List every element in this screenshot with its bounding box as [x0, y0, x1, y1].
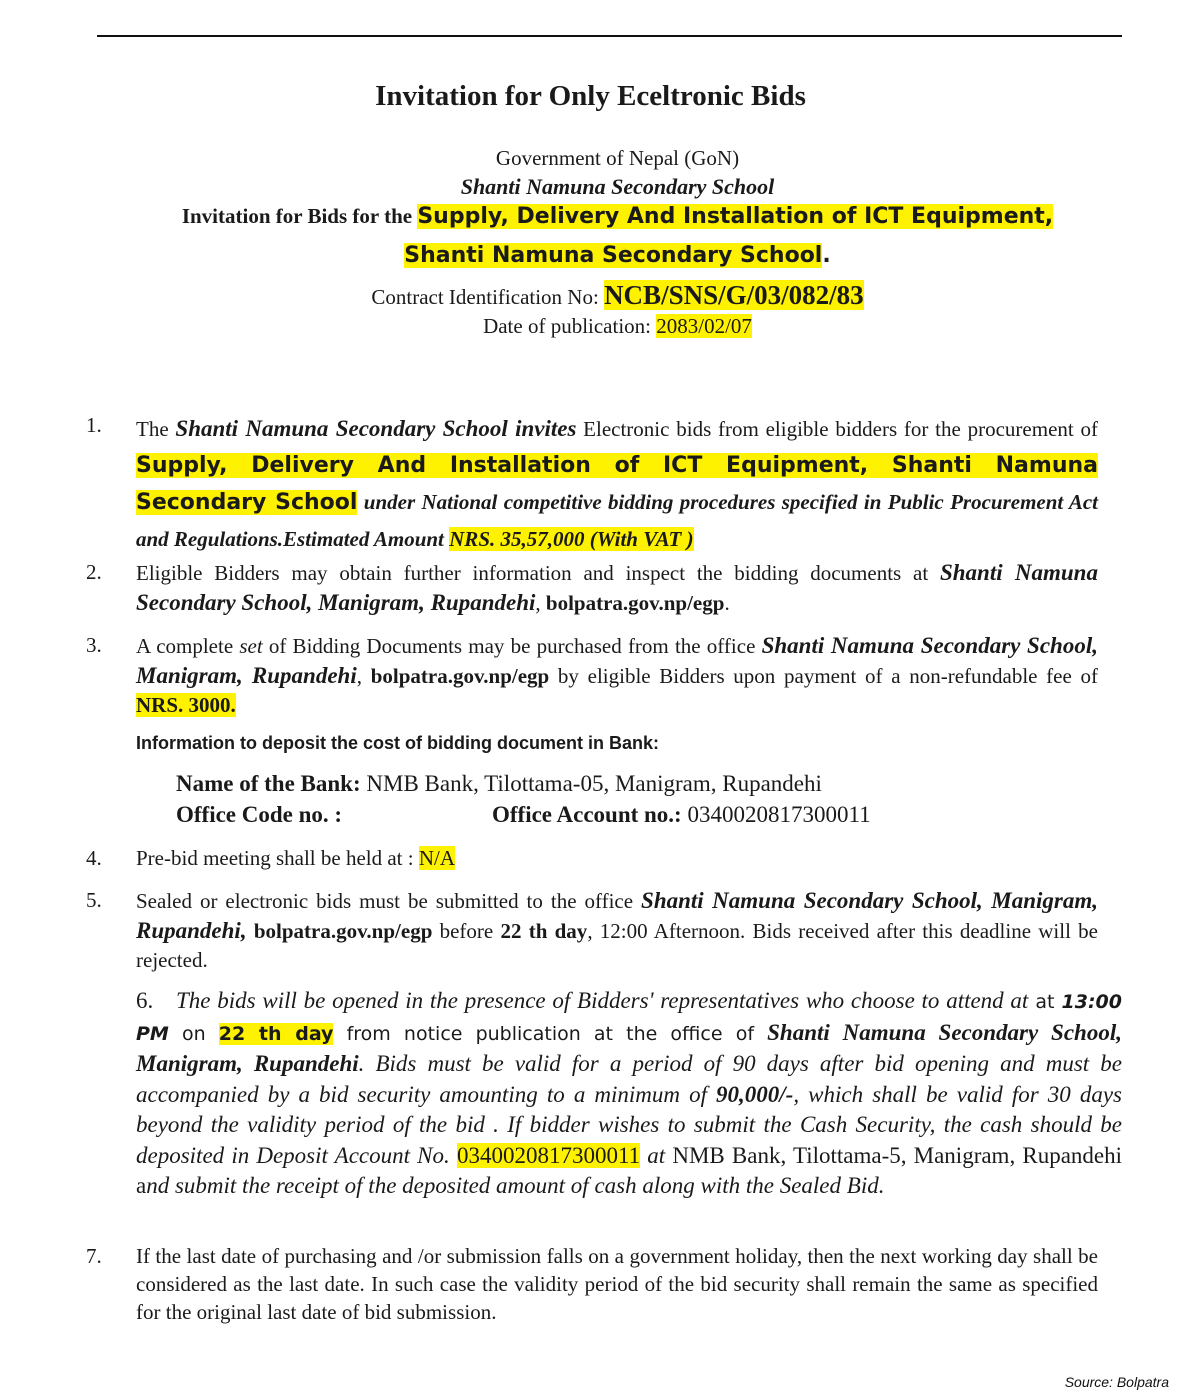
project-name: Supply, Delivery And Installation of ICT Equipment, Shanti Namuna Secondary School [136, 453, 1098, 515]
item-6 [136, 986, 1122, 1202]
text: at [640, 1142, 673, 1168]
text: from notice publication at the office of [333, 1022, 768, 1045]
office-address: Shanti Namuna Secondary School, Manigram, Rupandehi [136, 1019, 1122, 1076]
government-line: Government of Nepal (GoN) [495, 146, 740, 170]
deadline-day: 22 th day [500, 919, 588, 943]
text: , 12:00 Afternoon. Bids received after this deadline will be rejected. [136, 919, 1098, 972]
school-name: Shanti Namuna Secondary School [460, 174, 775, 199]
office-account-label: Office Account no.: [492, 802, 682, 827]
opening-time: 13:00 PM [136, 991, 1122, 1045]
office-account [492, 802, 871, 828]
publication-line [0, 314, 1181, 339]
text: A complete [136, 634, 240, 658]
prebid-value: N/A [418, 846, 456, 870]
item-text [136, 411, 1098, 557]
text: The bids will be opened in the presence of Bidders' representatives who choose to attend at [176, 988, 1029, 1013]
text: before [432, 919, 501, 943]
office-address: Shanti Namuna Secondary School, Manigram, Rupandehi, [136, 888, 1098, 943]
text: nd submit the receipt of the deposited amount of cash along with the Sealed Bid. [146, 1173, 885, 1198]
text: , [535, 591, 546, 615]
bank-name-line [176, 771, 822, 797]
text: . Bids must be valid for a period of 90 days after bid opening and must be accompanied by a bid security amounting to a minimum of [136, 1051, 1122, 1107]
text: Eligible Bidders may obtain further information and inspect the bidding documents at [136, 561, 940, 585]
item-number: 3. [86, 633, 102, 657]
top-rule [97, 35, 1122, 37]
ifb-project-line1: Supply, Delivery And Installation of ICT Equipment, [417, 204, 1054, 229]
office-address: Shanti Namuna Secondary School, Manigram, Rupandehi [136, 633, 1098, 688]
bank-name-label: Name of the Bank: [176, 771, 361, 796]
office-address: Shanti Namuna Secondary School, Manigram, Rupandehi [136, 560, 1098, 615]
opening-day: 22 th day [218, 1022, 334, 1045]
contract-line [0, 280, 1181, 311]
ifb-end: . [822, 243, 831, 268]
ifb-prefix: Invitation for Bids for the [181, 204, 418, 228]
item-number: 2. [86, 560, 102, 584]
ifb-project-line2: Shanti Namuna Secondary School [404, 243, 823, 268]
ifb-line [0, 204, 1181, 229]
publication-date: 2083/02/07 [656, 314, 752, 338]
item-text [136, 886, 1098, 975]
text: Electronic bids from eligible bidders for the procurement of [576, 417, 1098, 441]
text: Sealed or electronic bids must be submitted to the office [136, 889, 642, 913]
text: , which shall be valid for 30 days beyond the validity period of the bid . If bidder wishes to submit the Cash Security, the cash should be deposited in Deposit Account No. [136, 1081, 1122, 1168]
text: . [724, 591, 730, 615]
item-number: 1. [86, 413, 102, 437]
item-text [136, 631, 1098, 720]
bank-info-heading: Information to deposit the cost of bidding document in Bank: [136, 733, 659, 753]
office-code-label: Office Code no. : [176, 802, 343, 827]
source-note: Source: Bolpatra [1064, 1374, 1169, 1390]
date-label: Date of publication: [483, 314, 657, 338]
text: by eligible Bidders upon payment of a non-refundable fee of [549, 664, 1098, 688]
ifb-line-2 [0, 243, 1181, 268]
text: of Bidding Documents may be purchased from the office [262, 634, 762, 658]
deposit-account: 0340020817300011 [456, 1142, 641, 1168]
text: set [239, 634, 263, 658]
notice-title: Invitation for Only Eceltronic Bids [375, 80, 806, 112]
item-6-text [136, 986, 1122, 1202]
text: , [356, 664, 371, 688]
school-invites: Shanti Namuna Secondary School invites [175, 416, 577, 441]
office-code-line [176, 802, 871, 828]
item-text [136, 844, 1098, 873]
document-fee: NRS. 3000. [136, 693, 236, 717]
contract-number: NCB/SNS/G/03/082/83 [604, 280, 864, 310]
procedure-text: under National competitive bidding procedures specified in Public Procurement Act and Regulations.Estimated Amount [136, 490, 1099, 551]
estimated-amount: NRS. 35,57,000 (With VAT ) [449, 527, 694, 551]
item-text [136, 558, 1098, 618]
item-number: 4. [86, 846, 102, 870]
text: on [168, 1022, 219, 1045]
item-text: If the last date of purchasing and /or submission falls on a government holiday, then the next working day shall be considered as the last date. In such case the validity period of the bid security shall remain the same as specified for the original last date of bid submission. [136, 1244, 1098, 1324]
egp-link[interactable]: bolpatra.gov.np/egp [370, 664, 550, 688]
text: The [136, 417, 176, 441]
text: at [1028, 991, 1062, 1013]
bank-name-value: NMB Bank, Tilottama-05, Manigram, Rupandehi [360, 771, 822, 796]
text: Pre-bid meeting shall be held at : [136, 846, 419, 870]
contract-label: Contract Identification No: [371, 285, 605, 309]
office-account-value: 0340020817300011 [681, 802, 871, 827]
egp-link[interactable]: bolpatra.gov.np/egp [545, 591, 725, 615]
item-number: 5. [86, 888, 102, 912]
item-number: 6. [136, 988, 154, 1013]
bank-branch: NMB Bank, Tilottama-5, Manigram, Rupandehi a [136, 1142, 1123, 1198]
text [247, 919, 254, 943]
item-number: 7. [86, 1244, 102, 1268]
egp-link[interactable]: bolpatra.gov.np/egp [253, 919, 433, 943]
bid-security-amount: 90,000/- [716, 1081, 794, 1107]
